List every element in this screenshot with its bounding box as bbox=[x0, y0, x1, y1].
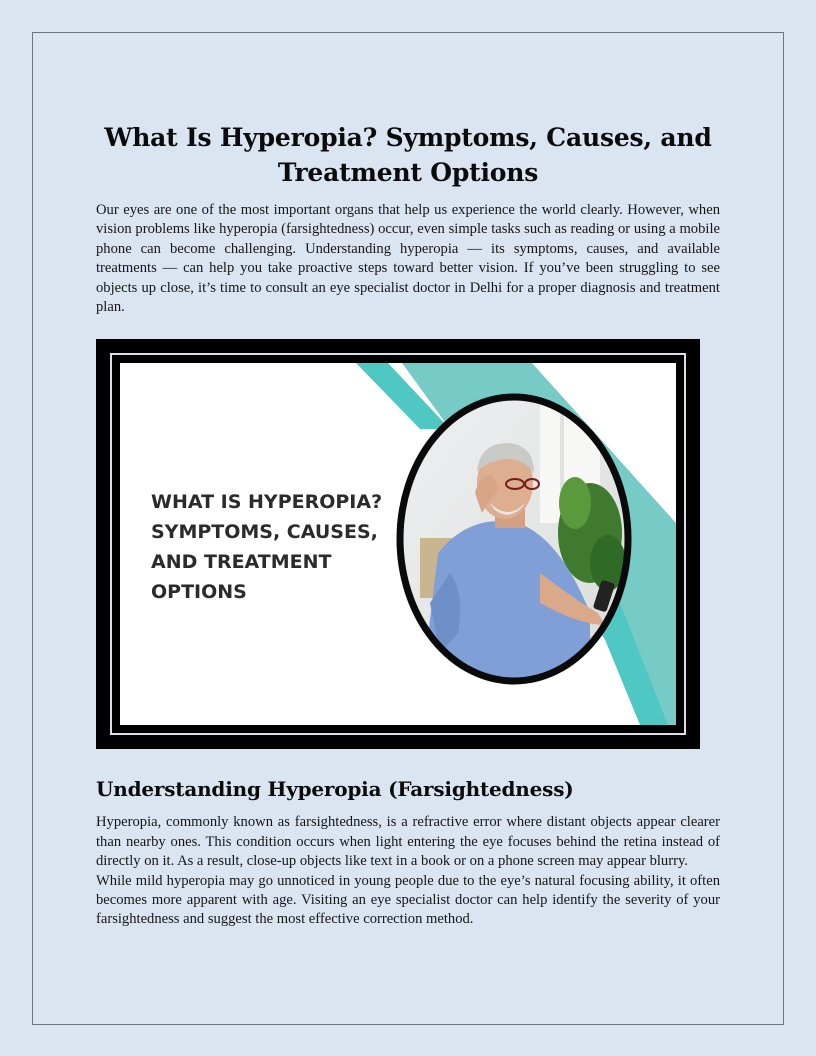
banner-border bbox=[110, 353, 686, 735]
section-heading: Understanding Hyperopia (Farsightedness) bbox=[96, 777, 574, 802]
section-paragraph-2: While mild hyperopia may go unnoticed in young people due to the eye’s natural focusing ability, it often becomes more apparent with age. Visiting an eye specialist doctor can help identify the severity of your farsightedness and suggest the most effective correction method. bbox=[96, 872, 720, 928]
banner-line-2: SYMPTOMS, CAUSES, bbox=[151, 521, 378, 544]
page-title: What Is Hyperopia? Symptoms, Causes, and Treatment Options bbox=[104, 123, 712, 187]
hero-banner-image bbox=[96, 339, 700, 749]
intro-paragraph: Our eyes are one of the most important organs that help us experience the world clearly. However, when vision problems like hyperopia (farsightedness) occur, even simple tasks such as reading or using a mobile phone can become challenging. Understanding hyperopia — its symptoms, causes, and available treatments — can help you take proactive steps toward better vision. If you’ve been struggling to see objects up close, it’s time to consult an eye specialist doctor in Delhi for a proper diagnosis and treatment plan. bbox=[96, 202, 720, 316]
banner-line-3: AND TREATMENT bbox=[151, 551, 332, 574]
banner-canvas bbox=[120, 363, 676, 725]
banner-headline bbox=[151, 487, 382, 607]
banner-line-4: OPTIONS bbox=[151, 581, 247, 604]
document-body bbox=[96, 120, 720, 930]
banner-line-1: WHAT IS HYPEROPIA? bbox=[151, 491, 383, 514]
section-paragraph-1: Hyperopia, commonly known as farsightedness, is a refractive error where distant objects appear clearer than nearby ones. This condition occurs when light entering the eye focuses behind the retina instead of directly on it. As a result, close-up objects like text in a book or on a phone screen may appear blurry. bbox=[96, 814, 720, 870]
